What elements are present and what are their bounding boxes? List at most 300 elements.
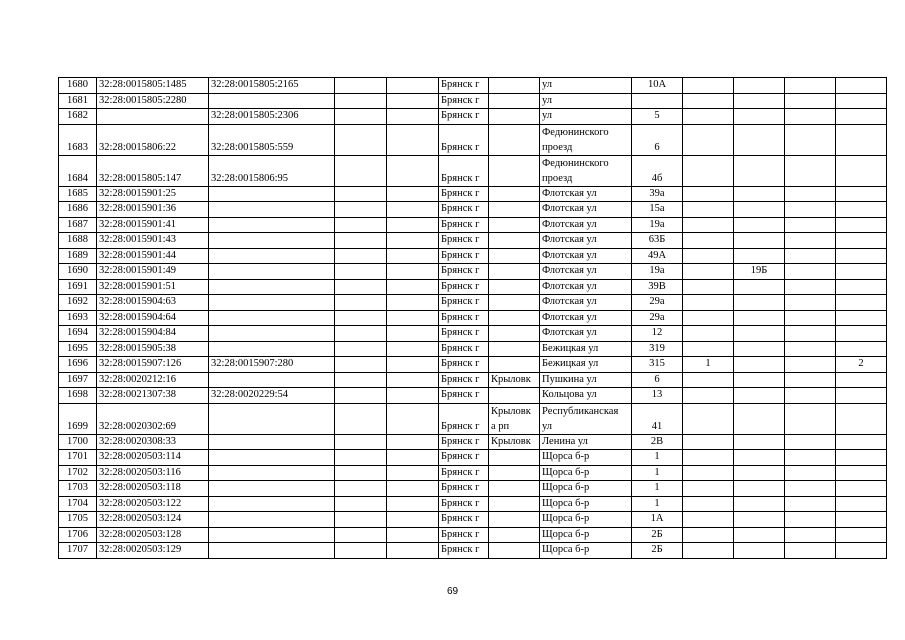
extra-cell-3 (785, 109, 836, 125)
extra-cell-1 (683, 279, 734, 295)
extra-cell-2: 19Б (734, 264, 785, 280)
street-cell: Флотская ул (540, 217, 632, 233)
house-number-cell: 319 (632, 341, 683, 357)
city-cell: Брянск г (439, 202, 489, 218)
locality-cell: Крыловк (489, 434, 540, 450)
related-cadastral-number-cell (209, 202, 335, 218)
locality-cell (489, 248, 540, 264)
row-number-cell: 1705 (59, 512, 97, 528)
empty-cell (387, 248, 439, 264)
empty-cell (387, 202, 439, 218)
city-cell: Брянск г (439, 248, 489, 264)
extra-cell-3 (785, 295, 836, 311)
table-row (59, 465, 887, 481)
locality-cell (489, 527, 540, 543)
empty-cell (335, 357, 387, 373)
extra-cell-2 (734, 341, 785, 357)
empty-cell (335, 341, 387, 357)
table-row (59, 496, 887, 512)
extra-cell-3 (785, 512, 836, 528)
locality-cell (489, 481, 540, 497)
empty-cell (335, 248, 387, 264)
extra-cell-1 (683, 78, 734, 94)
extra-cell-2 (734, 248, 785, 264)
city-cell: Брянск г (439, 264, 489, 280)
empty-cell (335, 217, 387, 233)
table-row (59, 155, 887, 186)
extra-cell-4 (836, 372, 887, 388)
empty-cell (387, 279, 439, 295)
empty-cell (387, 124, 439, 155)
related-cadastral-number-cell (209, 264, 335, 280)
empty-cell (387, 78, 439, 94)
extra-cell-3 (785, 310, 836, 326)
extra-cell-2 (734, 78, 785, 94)
house-number-cell: 6 (632, 124, 683, 155)
locality-cell (489, 264, 540, 280)
street-cell: Республиканская ул (540, 403, 632, 434)
street-cell: Флотская ул (540, 310, 632, 326)
city-cell: Брянск г (439, 109, 489, 125)
extra-cell-3 (785, 403, 836, 434)
row-number-cell: 1699 (59, 403, 97, 434)
extra-cell-4 (836, 202, 887, 218)
street-cell: Федюнинского проезд (540, 155, 632, 186)
extra-cell-1 (683, 233, 734, 249)
row-number-cell: 1697 (59, 372, 97, 388)
cadastral-number-cell: 32:28:0015904:64 (97, 310, 209, 326)
extra-cell-1 (683, 326, 734, 342)
empty-cell (335, 124, 387, 155)
cadastral-number-cell: 32:28:0015901:51 (97, 279, 209, 295)
street-cell: Федюнинского проезд (540, 124, 632, 155)
row-number-cell: 1692 (59, 295, 97, 311)
cadastral-number-cell: 32:28:0020503:128 (97, 527, 209, 543)
street-cell: Бежицкая ул (540, 357, 632, 373)
extra-cell-1 (683, 434, 734, 450)
extra-cell-1 (683, 341, 734, 357)
extra-cell-1 (683, 388, 734, 404)
locality-cell (489, 512, 540, 528)
extra-cell-4 (836, 233, 887, 249)
street-cell: Флотская ул (540, 264, 632, 280)
row-number-cell: 1681 (59, 93, 97, 109)
address-register-table (58, 77, 887, 559)
extra-cell-3 (785, 264, 836, 280)
related-cadastral-number-cell (209, 465, 335, 481)
extra-cell-3 (785, 326, 836, 342)
extra-cell-2 (734, 527, 785, 543)
extra-cell-2 (734, 450, 785, 466)
extra-cell-2 (734, 496, 785, 512)
cadastral-number-cell: 32:28:0020503:118 (97, 481, 209, 497)
extra-cell-1 (683, 124, 734, 155)
related-cadastral-number-cell: 32:28:0015907:280 (209, 357, 335, 373)
row-number-cell: 1704 (59, 496, 97, 512)
street-cell: Флотская ул (540, 295, 632, 311)
table-row (59, 202, 887, 218)
locality-cell (489, 357, 540, 373)
related-cadastral-number-cell: 32:28:0020229:54 (209, 388, 335, 404)
house-number-cell: 315 (632, 357, 683, 373)
extra-cell-2 (734, 186, 785, 202)
cadastral-number-cell: 32:28:0015901:43 (97, 233, 209, 249)
extra-cell-1 (683, 186, 734, 202)
street-cell: Щорса б-р (540, 496, 632, 512)
house-number-cell: 2Б (632, 527, 683, 543)
empty-cell (335, 481, 387, 497)
street-cell: Флотская ул (540, 248, 632, 264)
city-cell: Брянск г (439, 233, 489, 249)
locality-cell (489, 78, 540, 94)
related-cadastral-number-cell: 32:28:0015805:2306 (209, 109, 335, 125)
row-number-cell: 1689 (59, 248, 97, 264)
city-cell: Брянск г (439, 186, 489, 202)
locality-cell: Крыловк (489, 372, 540, 388)
city-cell: Брянск г (439, 295, 489, 311)
locality-cell (489, 326, 540, 342)
empty-cell (387, 295, 439, 311)
cadastral-number-cell: 32:28:0020503:114 (97, 450, 209, 466)
table-row (59, 93, 887, 109)
locality-cell (489, 295, 540, 311)
extra-cell-3 (785, 450, 836, 466)
locality-cell (489, 93, 540, 109)
city-cell: Брянск г (439, 357, 489, 373)
extra-cell-1 (683, 93, 734, 109)
row-number-cell: 1698 (59, 388, 97, 404)
street-cell: ул (540, 93, 632, 109)
extra-cell-3 (785, 434, 836, 450)
house-number-cell: 1 (632, 450, 683, 466)
table-row (59, 527, 887, 543)
extra-cell-3 (785, 543, 836, 559)
street-cell: ул (540, 78, 632, 94)
extra-cell-3 (785, 481, 836, 497)
city-cell: Брянск г (439, 341, 489, 357)
city-cell: Брянск г (439, 496, 489, 512)
empty-cell (387, 186, 439, 202)
extra-cell-3 (785, 202, 836, 218)
table-row (59, 388, 887, 404)
cadastral-number-cell (97, 109, 209, 125)
table-row (59, 543, 887, 559)
row-number-cell: 1690 (59, 264, 97, 280)
extra-cell-1: 1 (683, 357, 734, 373)
locality-cell (489, 465, 540, 481)
table-row (59, 341, 887, 357)
row-number-cell: 1685 (59, 186, 97, 202)
locality-cell (489, 109, 540, 125)
extra-cell-4 (836, 264, 887, 280)
table-row (59, 217, 887, 233)
locality-cell (489, 217, 540, 233)
street-cell: Ленина ул (540, 434, 632, 450)
empty-cell (387, 388, 439, 404)
city-cell: Брянск г (439, 155, 489, 186)
city-cell: Брянск г (439, 279, 489, 295)
extra-cell-2 (734, 543, 785, 559)
empty-cell (387, 326, 439, 342)
extra-cell-4 (836, 217, 887, 233)
extra-cell-1 (683, 264, 734, 280)
related-cadastral-number-cell (209, 496, 335, 512)
table-row (59, 109, 887, 125)
extra-cell-3 (785, 124, 836, 155)
extra-cell-3 (785, 372, 836, 388)
extra-cell-2 (734, 465, 785, 481)
cadastral-number-cell: 32:28:0020503:116 (97, 465, 209, 481)
street-cell: Щорса б-р (540, 481, 632, 497)
extra-cell-4 (836, 450, 887, 466)
extra-cell-2 (734, 155, 785, 186)
empty-cell (335, 78, 387, 94)
empty-cell (335, 310, 387, 326)
table-row (59, 450, 887, 466)
extra-cell-3 (785, 155, 836, 186)
street-cell: Флотская ул (540, 186, 632, 202)
related-cadastral-number-cell (209, 450, 335, 466)
house-number-cell: 6 (632, 372, 683, 388)
table-row (59, 295, 887, 311)
extra-cell-2 (734, 403, 785, 434)
empty-cell (387, 403, 439, 434)
empty-cell (335, 388, 387, 404)
street-cell: Щорса б-р (540, 465, 632, 481)
empty-cell (387, 310, 439, 326)
city-cell: Брянск г (439, 481, 489, 497)
row-number-cell: 1696 (59, 357, 97, 373)
locality-cell (489, 186, 540, 202)
empty-cell (335, 279, 387, 295)
cadastral-number-cell: 32:28:0015907:126 (97, 357, 209, 373)
extra-cell-3 (785, 496, 836, 512)
extra-cell-4 (836, 155, 887, 186)
cadastral-number-cell: 32:28:0015805:2280 (97, 93, 209, 109)
table-row (59, 248, 887, 264)
table-row (59, 124, 887, 155)
extra-cell-1 (683, 310, 734, 326)
empty-cell (387, 543, 439, 559)
related-cadastral-number-cell (209, 93, 335, 109)
empty-cell (387, 217, 439, 233)
house-number-cell: 5 (632, 109, 683, 125)
table-row (59, 403, 887, 434)
extra-cell-3 (785, 465, 836, 481)
table-row (59, 434, 887, 450)
cadastral-number-cell: 32:28:0015905:38 (97, 341, 209, 357)
extra-cell-1 (683, 496, 734, 512)
row-number-cell: 1701 (59, 450, 97, 466)
house-number-cell: 1А (632, 512, 683, 528)
house-number-cell: 39а (632, 186, 683, 202)
house-number-cell: 1 (632, 465, 683, 481)
extra-cell-4 (836, 78, 887, 94)
extra-cell-2 (734, 279, 785, 295)
street-cell: Щорса б-р (540, 450, 632, 466)
table-row (59, 264, 887, 280)
extra-cell-1 (683, 155, 734, 186)
related-cadastral-number-cell (209, 217, 335, 233)
city-cell: Брянск г (439, 372, 489, 388)
empty-cell (335, 109, 387, 125)
related-cadastral-number-cell (209, 326, 335, 342)
empty-cell (387, 527, 439, 543)
street-cell: Флотская ул (540, 279, 632, 295)
cadastral-number-cell: 32:28:0015901:25 (97, 186, 209, 202)
related-cadastral-number-cell: 32:28:0015805:2165 (209, 78, 335, 94)
locality-cell (489, 155, 540, 186)
city-cell: Брянск г (439, 326, 489, 342)
extra-cell-4 (836, 248, 887, 264)
empty-cell (335, 527, 387, 543)
empty-cell (387, 155, 439, 186)
extra-cell-2 (734, 388, 785, 404)
extra-cell-2 (734, 109, 785, 125)
extra-cell-2 (734, 357, 785, 373)
related-cadastral-number-cell (209, 403, 335, 434)
cadastral-number-cell: 32:28:0015805:147 (97, 155, 209, 186)
extra-cell-4 (836, 186, 887, 202)
extra-cell-4 (836, 512, 887, 528)
empty-cell (387, 233, 439, 249)
extra-cell-4 (836, 109, 887, 125)
table-row (59, 481, 887, 497)
row-number-cell: 1684 (59, 155, 97, 186)
extra-cell-2 (734, 295, 785, 311)
empty-cell (335, 543, 387, 559)
extra-cell-1 (683, 481, 734, 497)
cadastral-number-cell: 32:28:0020212:16 (97, 372, 209, 388)
empty-cell (335, 93, 387, 109)
row-number-cell: 1682 (59, 109, 97, 125)
row-number-cell: 1694 (59, 326, 97, 342)
cadastral-number-cell: 32:28:0015805:1485 (97, 78, 209, 94)
related-cadastral-number-cell (209, 248, 335, 264)
table-row (59, 326, 887, 342)
cadastral-number-cell: 32:28:0020308:33 (97, 434, 209, 450)
related-cadastral-number-cell (209, 186, 335, 202)
empty-cell (335, 403, 387, 434)
extra-cell-1 (683, 465, 734, 481)
extra-cell-4 (836, 93, 887, 109)
extra-cell-3 (785, 388, 836, 404)
city-cell: Брянск г (439, 78, 489, 94)
locality-cell (489, 202, 540, 218)
row-number-cell: 1691 (59, 279, 97, 295)
house-number-cell: 2В (632, 434, 683, 450)
city-cell: Брянск г (439, 543, 489, 559)
extra-cell-4 (836, 388, 887, 404)
table-row (59, 512, 887, 528)
extra-cell-3 (785, 93, 836, 109)
cadastral-number-cell: 32:28:0020302:69 (97, 403, 209, 434)
extra-cell-4 (836, 543, 887, 559)
table-body (59, 78, 887, 559)
city-cell: Брянск г (439, 527, 489, 543)
empty-cell (335, 450, 387, 466)
empty-cell (387, 109, 439, 125)
house-number-cell: 39В (632, 279, 683, 295)
street-cell: Флотская ул (540, 233, 632, 249)
related-cadastral-number-cell (209, 341, 335, 357)
street-cell: Кольцова ул (540, 388, 632, 404)
empty-cell (387, 264, 439, 280)
related-cadastral-number-cell (209, 372, 335, 388)
empty-cell (387, 450, 439, 466)
table-row (59, 78, 887, 94)
house-number-cell: 41 (632, 403, 683, 434)
house-number-cell: 15а (632, 202, 683, 218)
city-cell: Брянск г (439, 217, 489, 233)
house-number-cell: 2Б (632, 543, 683, 559)
extra-cell-2 (734, 217, 785, 233)
street-cell: ул (540, 109, 632, 125)
row-number-cell: 1695 (59, 341, 97, 357)
extra-cell-2 (734, 124, 785, 155)
row-number-cell: 1680 (59, 78, 97, 94)
empty-cell (387, 372, 439, 388)
cadastral-number-cell: 32:28:0015901:41 (97, 217, 209, 233)
street-cell: Пушкина ул (540, 372, 632, 388)
row-number-cell: 1707 (59, 543, 97, 559)
extra-cell-1 (683, 372, 734, 388)
extra-cell-1 (683, 248, 734, 264)
cadastral-number-cell: 32:28:0020503:124 (97, 512, 209, 528)
city-cell: Брянск г (439, 124, 489, 155)
empty-cell (387, 434, 439, 450)
extra-cell-4: 2 (836, 357, 887, 373)
house-number-cell: 1 (632, 496, 683, 512)
extra-cell-3 (785, 279, 836, 295)
locality-cell (489, 543, 540, 559)
locality-cell (489, 233, 540, 249)
empty-cell (335, 186, 387, 202)
empty-cell (335, 372, 387, 388)
related-cadastral-number-cell (209, 310, 335, 326)
extra-cell-2 (734, 326, 785, 342)
table-row (59, 357, 887, 373)
extra-cell-1 (683, 403, 734, 434)
empty-cell (335, 512, 387, 528)
empty-cell (335, 155, 387, 186)
extra-cell-3 (785, 186, 836, 202)
row-number-cell: 1686 (59, 202, 97, 218)
extra-cell-1 (683, 217, 734, 233)
extra-cell-1 (683, 450, 734, 466)
locality-cell (489, 279, 540, 295)
street-cell: Щорса б-р (540, 512, 632, 528)
related-cadastral-number-cell: 32:28:0015806:95 (209, 155, 335, 186)
related-cadastral-number-cell (209, 527, 335, 543)
extra-cell-4 (836, 124, 887, 155)
house-number-cell: 19а (632, 217, 683, 233)
cadastral-number-cell: 32:28:0020503:122 (97, 496, 209, 512)
street-cell: Щорса б-р (540, 527, 632, 543)
empty-cell (335, 233, 387, 249)
extra-cell-3 (785, 217, 836, 233)
street-cell: Флотская ул (540, 202, 632, 218)
related-cadastral-number-cell (209, 295, 335, 311)
locality-cell (489, 341, 540, 357)
extra-cell-4 (836, 326, 887, 342)
extra-cell-3 (785, 78, 836, 94)
city-cell: Брянск г (439, 310, 489, 326)
house-number-cell: 29а (632, 295, 683, 311)
cadastral-number-cell: 32:28:0015901:44 (97, 248, 209, 264)
row-number-cell: 1702 (59, 465, 97, 481)
related-cadastral-number-cell (209, 233, 335, 249)
